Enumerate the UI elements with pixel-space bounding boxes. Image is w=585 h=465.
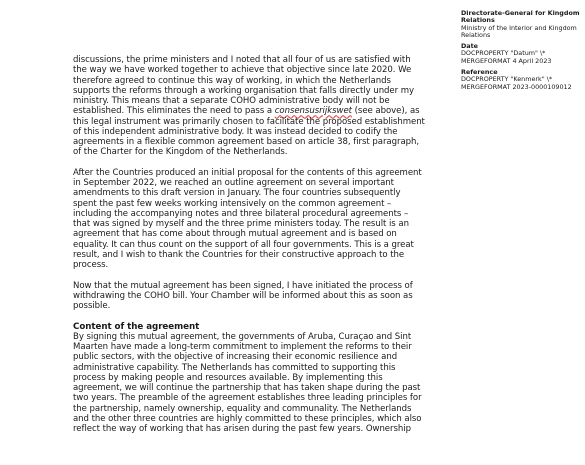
- text-line: agreement that has come about through mutual agreement and is based on: [73, 229, 397, 240]
- date-value: DOCPROPERTY "Datum" \* MERGEFORMAT 4 April 2023: [461, 49, 552, 65]
- paragraph-3: [73, 281, 445, 312]
- text-line: result, and I wish to thank the Countries for their constructive approach to the: [73, 249, 405, 260]
- text-line: possible.: [73, 301, 111, 311]
- text-line: supports the reforms through a working organisation that falls directly under my: [73, 85, 415, 96]
- text-line: reflect the way of working that has arisen during the past few years. Ownership: [73, 424, 411, 434]
- text-line: process.: [73, 260, 109, 270]
- text-line: discussions, the prime ministers and I noted that all four of us are satisfied with: [73, 55, 411, 65]
- text-line: spent the past few weeks working intensively on the common agreement –: [73, 198, 392, 209]
- text-line: agreements in a flexible common agreement based on article 38, first paragraph,: [73, 137, 420, 147]
- text-line: equality. It can thus count on the support of all four governments. This is a great: [73, 239, 414, 250]
- text-line: and the other three countries are highly committed to these principles, which also: [73, 413, 422, 424]
- text-line: amendments to this draft version in January. The four countries subsequently: [73, 188, 401, 199]
- text-line: this legal instrument was primarily chosen to facilitate the proposed establishment: [73, 116, 425, 127]
- text-line: therefore agreed to continue this way of working, in which the Netherlands: [73, 75, 391, 86]
- document-body: [73, 55, 445, 434]
- text-line: of this independent administrative body. It was instead decided to codify the: [73, 126, 398, 137]
- reference-label: Reference: [461, 68, 498, 77]
- text-line: Now that the mutual agreement has been signed, I have initiated the process of: [73, 280, 413, 291]
- reference-value: DOCPROPERTY "Kenmerk" \* MERGEFORMAT 2023-0000109012: [461, 75, 572, 91]
- date-block: [461, 43, 583, 65]
- text-line: agreement, we will continue the partnership that has taken shape during the past: [73, 383, 421, 393]
- text-line: ministry. This means that a separate COHO administrative body will not be: [73, 96, 390, 106]
- text-line: in September 2022, we reached an outline agreement on several important: [73, 178, 394, 188]
- text-line: the partnership, namely ownership, equality and communality. The Netherlands: [73, 403, 412, 414]
- directorate-name: Directorate-General for Kingdom Relations: [461, 9, 580, 25]
- reference-block: [461, 69, 583, 91]
- section-heading: Content of the agreement: [73, 321, 200, 332]
- sender-block: [461, 10, 583, 39]
- text-line: two years. The preamble of the agreement establishes three leading principles for: [73, 393, 422, 404]
- text-line: the way we have worked together to achieve that objective since late 2020. We: [73, 65, 412, 76]
- paragraph-2: [73, 168, 445, 271]
- text-fragment: (see above), as: [351, 106, 420, 117]
- text-line: process by making people and resources available. By implementing this: [73, 372, 383, 383]
- text-line: By signing this mutual agreement, the governments of Aruba, Curaçao and Sint: [73, 331, 412, 342]
- date-label: Date: [461, 42, 479, 51]
- misspelled-term: consensusrijkswet: [274, 106, 352, 117]
- text-line: of the Charter for the Kingdom of the Netherlands.: [73, 147, 288, 158]
- paragraph-4: [73, 332, 445, 435]
- text-line: public sectors, with the objective of increasing their economic resilience and: [73, 352, 398, 363]
- document-sidebar: [461, 10, 583, 95]
- text-line: withdrawing the COHO bill. Your Chamber will be informed about this as soon as: [73, 290, 413, 301]
- text-line: After the Countries produced an initial proposal for the contents of this agreement: [73, 167, 422, 178]
- text-line: administrative capability. The Netherlands has committed to supporting this: [73, 362, 396, 373]
- paragraph-1: [73, 55, 445, 158]
- text-line-mixed: [73, 106, 445, 116]
- text-line: including the accompanying notes and three bilateral procedural agreements –: [73, 208, 409, 219]
- ministry-name: Ministry of the Interior and Kingdom Relations: [461, 23, 577, 39]
- text-line: that was signed by myself and the three prime ministers today. The result is an: [73, 219, 409, 229]
- text-line: Maarten have made a long-term commitment to implement the reforms to their: [73, 342, 412, 352]
- text-fragment: established. This eliminates the need to pass a: [73, 106, 275, 117]
